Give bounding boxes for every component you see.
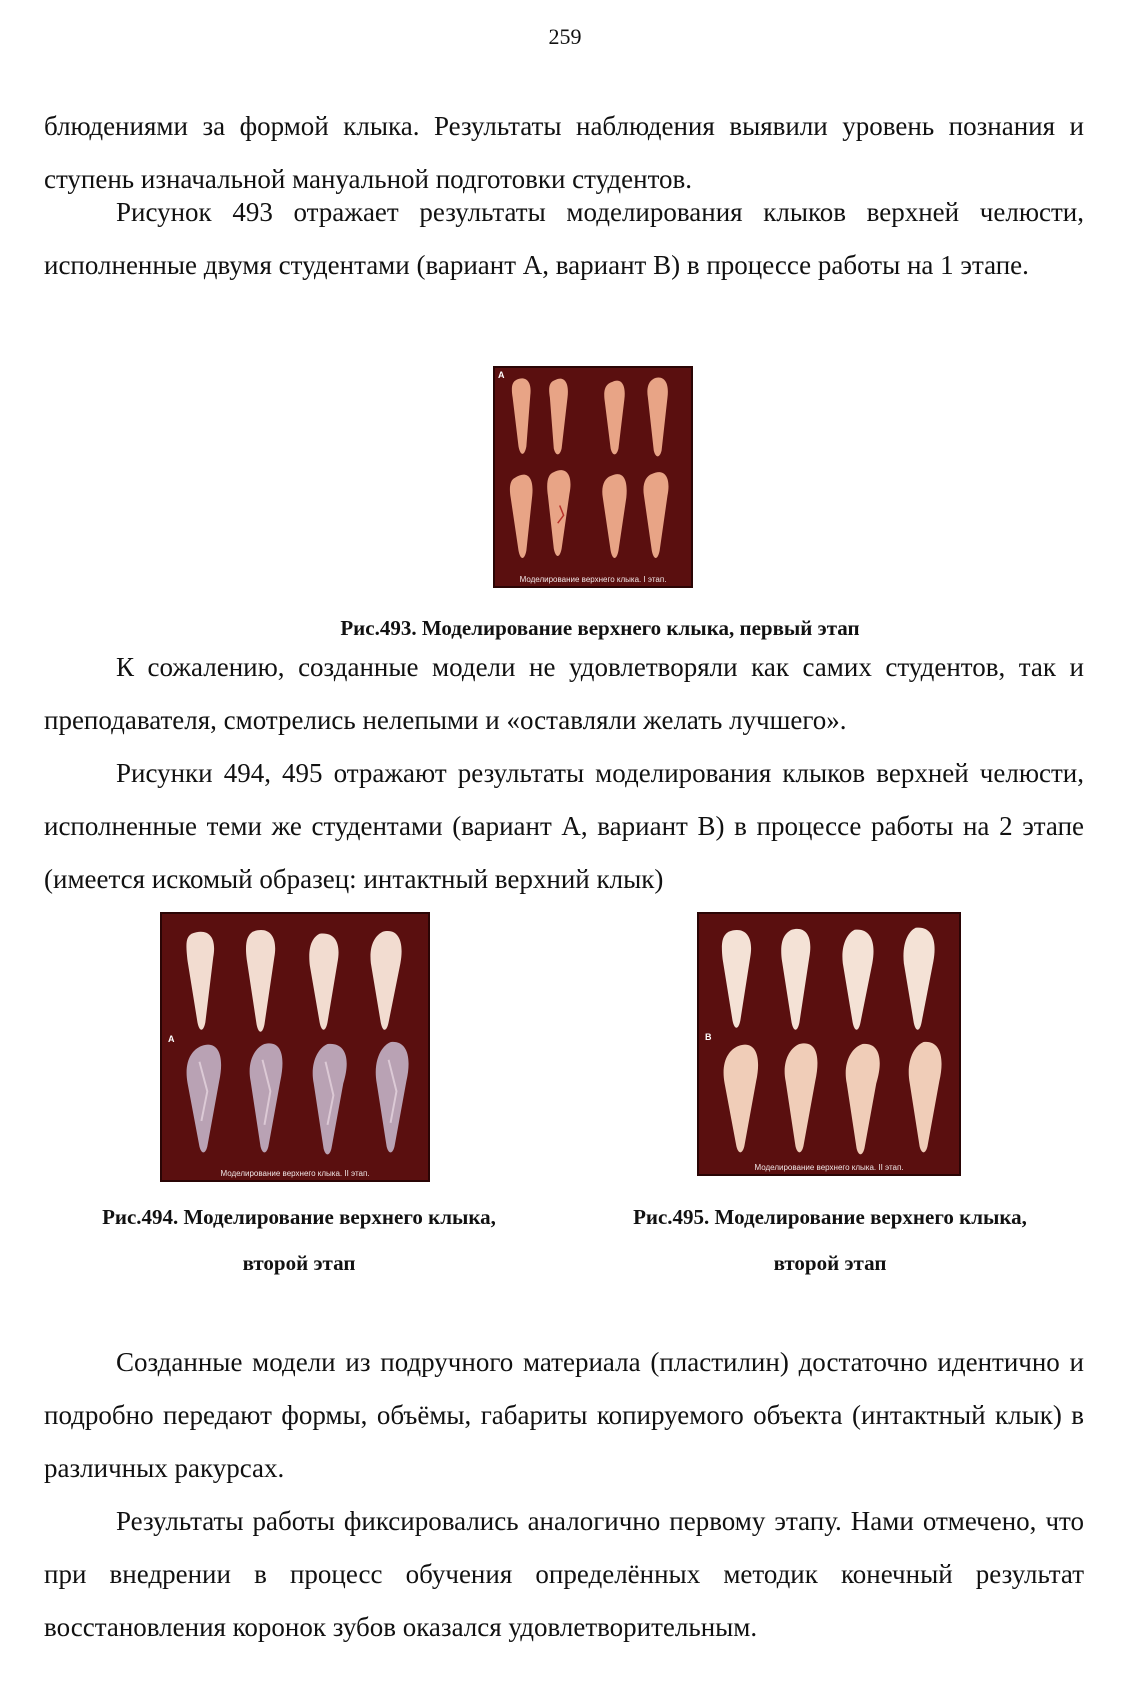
tooth-model: [846, 1044, 880, 1154]
tooth-model: [724, 1045, 759, 1153]
paragraph-model-fidelity: Созданные модели из подручного материала (пластилин) достаточно идентично и подробно передают формы, объёмы, габариты копируемого объекта (интактный клык) в различных ракурсах.: [44, 1347, 1084, 1483]
figure-495-variant-letter: В: [705, 1032, 712, 1042]
figure-494-caption: [44, 1194, 554, 1286]
paragraph-intro: блюдениями за формой клыка. Результаты наблюдения выявили уровень познания и ступень изначальной мануальной подготовки студентов.: [44, 111, 1084, 194]
tooth-sample: [781, 929, 810, 1030]
figure-494-caption-line1: Рис.494. Моделирование верхнего клыка,: [102, 1205, 496, 1229]
tooth-sample: [309, 933, 338, 1029]
tooth-model: [785, 1043, 818, 1152]
figure-495-caption: [580, 1194, 1080, 1286]
figure-495-teeth: [699, 914, 959, 1174]
tooth-model: [187, 1045, 222, 1153]
tooth-model: [376, 1042, 409, 1153]
figure-493-photo: [493, 366, 693, 588]
paragraph-figure-493-description: Рисунок 493 отражает результаты моделирования клыков верхней челюсти, исполненные двумя студентами (вариант А, вариант В) в процессе работы на 1 этапе.: [44, 197, 1084, 280]
figure-493-photo-label: Моделирование верхнего клыка. I этап.: [519, 575, 667, 584]
figure-493-teeth: [495, 368, 691, 586]
paragraph-figures-494-495-description: Рисунки 494, 495 отражают результаты моделирования клыков верхней челюсти, исполненные теми же студентами (вариант А, вариант В) в процессе работы на 2 этапе (имеется искомый образец: интактный верхний клык): [44, 758, 1084, 894]
paragraph-conclusion: Результаты работы фиксировались аналогично первому этапу. Нами отмечено, что при внедрении в процесс обучения определённых методик конечный результат восстановления коронок зубов оказался удовлетворительным.: [44, 1506, 1084, 1642]
tooth-sample: [186, 932, 214, 1030]
tooth-model: [547, 470, 570, 556]
figure-495-photo: [697, 912, 961, 1176]
page-number: 259: [548, 24, 582, 49]
figure-494-caption-line2: второй этап: [242, 1251, 356, 1275]
tooth-sample: [903, 928, 934, 1030]
figure-494-variant-letter: А: [168, 1034, 175, 1044]
tooth-sample: [246, 930, 275, 1032]
figure-495-caption-line1: Рис.495. Моделирование верхнего клыка,: [633, 1205, 1027, 1229]
figure-494-photo: [160, 912, 430, 1182]
tooth-model: [250, 1043, 283, 1152]
tooth-sample: [722, 930, 751, 1028]
tooth-model: [549, 379, 568, 455]
tooth-model: [647, 377, 667, 456]
tooth-model: [602, 474, 626, 558]
tooth-model: [604, 381, 624, 455]
tooth-model: [643, 472, 668, 558]
figure-493-caption: Рис.493. Моделирование верхнего клыка, первый этап: [340, 616, 860, 640]
figure-495-photo-label: Моделирование верхнего клыка. II этап.: [754, 1163, 904, 1172]
tooth-sample: [370, 931, 401, 1030]
figure-493-variant-letter: А: [498, 370, 505, 380]
tooth-sample: [842, 930, 873, 1030]
figure-495-caption-line2: второй этап: [773, 1251, 887, 1275]
figure-494-teeth: [162, 914, 428, 1180]
figure-494-photo-label: Моделирование верхнего клыка. II этап.: [220, 1169, 370, 1178]
tooth-model: [909, 1042, 942, 1152]
tooth-model: [313, 1044, 347, 1155]
paragraph-evaluation: К сожалению, созданные модели не удовлетворяли как самих студентов, так и преподавателя, смотрелись нелепыми и «оставляли желать лучшего».: [44, 652, 1084, 735]
tooth-model: [510, 475, 533, 558]
tooth-model: [512, 378, 531, 454]
